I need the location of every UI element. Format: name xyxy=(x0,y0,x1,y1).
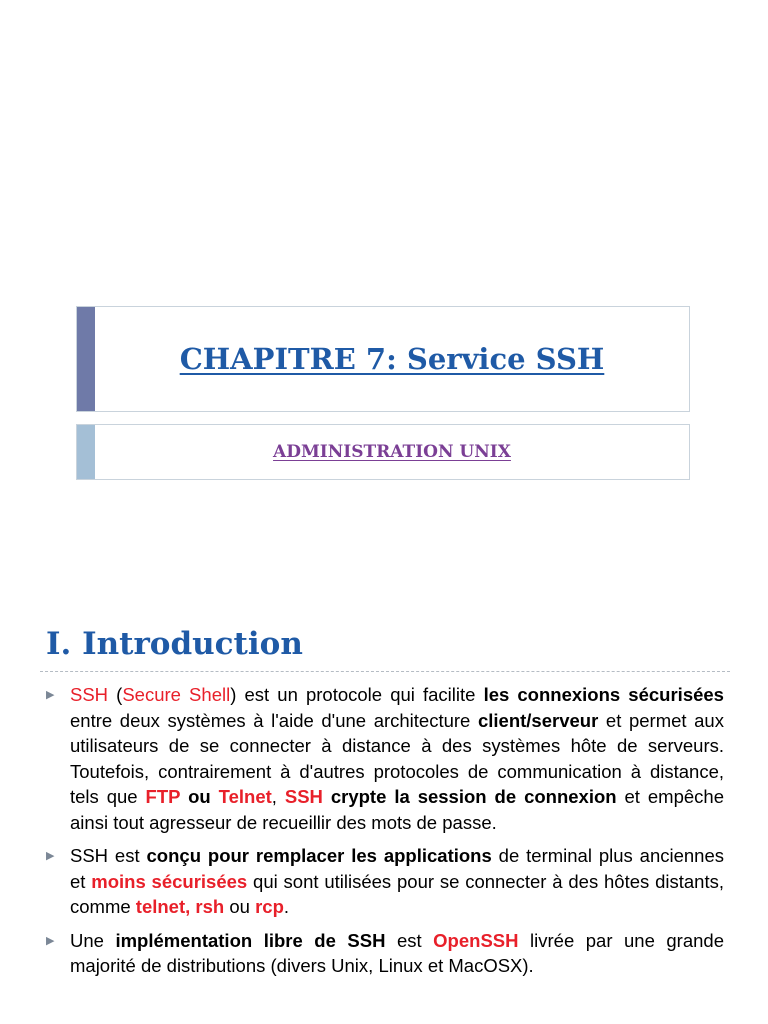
bullet-text-segment: SSH est xyxy=(70,845,147,866)
chapter-title-box xyxy=(76,306,690,412)
bullet-text-segment: et empêche ainsi tout agresseur de recueillir des mots de passe. xyxy=(70,786,724,833)
subtitle-box xyxy=(76,424,690,480)
bullet-text-segment: ( xyxy=(108,684,123,705)
bullet-arrow-icon: ▶ xyxy=(46,850,55,862)
bullet-text-segment: ou xyxy=(180,786,219,807)
bullet-text-segment: de terminal plus anciennes et xyxy=(70,845,725,892)
bullet-text-segment: Telnet xyxy=(218,786,272,807)
bullet-text-segment: crypte la session de connexion xyxy=(322,786,617,807)
title-accent-bar xyxy=(77,307,95,411)
bullet-text-segment: et permet aux utilisateurs de se connecter à distance à des systèmes hôte de serveurs. Toutefois, contrairement à d'autres protocoles de communication à distance, tels que xyxy=(70,709,724,807)
bullet-text-segment: . xyxy=(283,896,290,917)
bullet-text-segment: conçu pour remplacer les applications xyxy=(146,845,492,866)
bullet-text-segment: SSH xyxy=(284,786,323,807)
bullet-text-segment: telnet, rsh xyxy=(135,896,225,917)
bullet-text-segment: Secure Shell xyxy=(122,684,231,705)
bullet-text-segment: , xyxy=(271,786,285,807)
bullet-text-segment: FTP xyxy=(145,786,181,807)
bullet-item xyxy=(44,928,724,979)
bullet-text-segment: est xyxy=(385,929,434,951)
section-divider xyxy=(40,671,730,672)
bullet-text-segment: OpenSSH xyxy=(433,929,519,951)
bullet-text-segment: moins sécurisées xyxy=(91,870,248,892)
bullet-text-segment: ou xyxy=(224,896,256,917)
bullet-item xyxy=(44,843,724,920)
bullet-arrow-icon: ▶ xyxy=(46,934,55,947)
bullet-text-segment: implémentation libre de SSH xyxy=(115,929,386,951)
bullet-item xyxy=(44,682,724,835)
subtitle-accent-bar xyxy=(77,425,95,479)
bullet-text-segment: qui sont utilisées pour se connecter à des hôtes distants, comme xyxy=(70,870,724,917)
bullet-text-segment: entre deux systèmes à l'aide d'une architecture xyxy=(70,709,478,731)
chapter-subtitle: ADMINISTRATION UNIX xyxy=(273,442,511,462)
bullet-text-segment: SSH xyxy=(70,684,109,705)
bullet-list xyxy=(44,682,724,987)
chapter-title: CHAPITRE 7: Service SSH xyxy=(179,342,605,376)
bullet-text-segment: les connexions sécurisées xyxy=(483,684,724,705)
bullet-text-segment: ) est un protocole qui facilite xyxy=(230,684,484,705)
bullet-text-segment: client/serveur xyxy=(477,709,599,731)
bullet-text-segment: livrée par une grande majorité de distributions (divers Unix, Linux et MacOSX). xyxy=(70,929,725,976)
bullet-text-segment: Une xyxy=(70,929,116,951)
bullet-arrow-icon: ▶ xyxy=(46,689,55,701)
section-heading: I. Introduction xyxy=(46,626,303,662)
bullet-text-segment: rcp xyxy=(255,896,284,917)
